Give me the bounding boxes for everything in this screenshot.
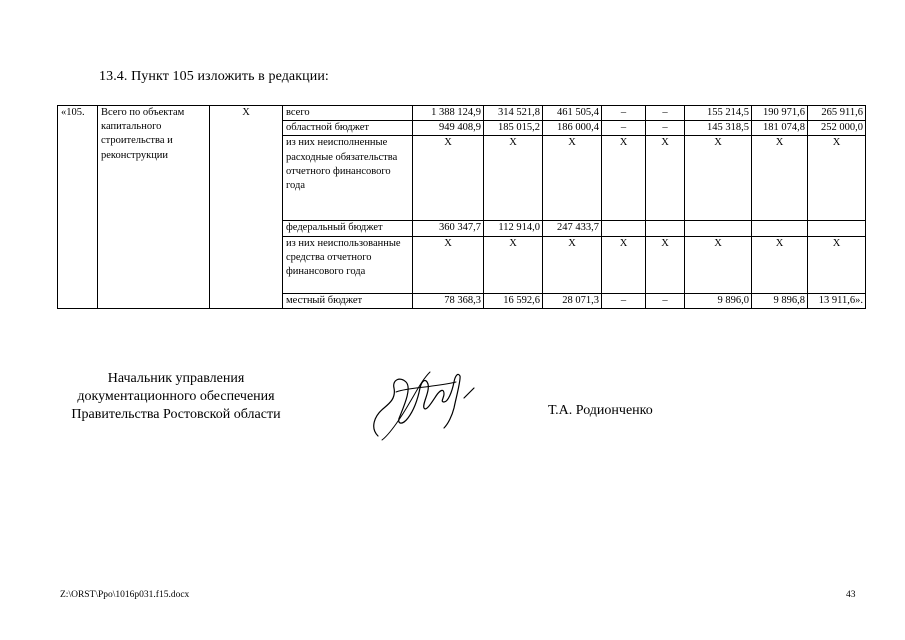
value-cell: Х [685, 136, 752, 221]
signatory-title-line: документационного обеспечения [77, 389, 275, 404]
value-cell: 155 214,5 [685, 106, 752, 121]
row-label: областной бюджет [283, 121, 413, 136]
value-cell: Х [752, 136, 808, 221]
value-cell: 360 347,7 [413, 221, 484, 236]
row-label: из них неиспользованные средства отчетного финансового года [283, 236, 413, 293]
item-number-cell: «105. [58, 106, 98, 309]
value-cell: 181 074,8 [752, 121, 808, 136]
value-cell: Х [602, 136, 646, 221]
value-cell: 247 433,7 [543, 221, 602, 236]
signatory-title [60, 370, 292, 424]
value-cell: 949 408,9 [413, 121, 484, 136]
value-cell: – [646, 106, 685, 121]
value-cell: 28 071,3 [543, 293, 602, 308]
value-cell: 9 896,8 [752, 293, 808, 308]
value-cell: 78 368,3 [413, 293, 484, 308]
value-cell: Х [646, 136, 685, 221]
value-cell: Х [543, 236, 602, 293]
value-cell: 1 388 124,9 [413, 106, 484, 121]
value-cell [602, 221, 646, 236]
row-label: местный бюджет [283, 293, 413, 308]
value-cell [752, 221, 808, 236]
budget-table [57, 105, 866, 309]
value-cell: – [646, 293, 685, 308]
value-cell [685, 221, 752, 236]
value-cell [808, 221, 866, 236]
value-cell: 185 015,2 [484, 121, 543, 136]
value-cell: 461 505,4 [543, 106, 602, 121]
table-row [58, 106, 866, 121]
value-cell: 314 521,8 [484, 106, 543, 121]
signatory-name: Т.А. Родионченко [548, 403, 653, 418]
value-cell: 190 971,6 [752, 106, 808, 121]
value-cell: Х [484, 136, 543, 221]
value-cell: Х [413, 136, 484, 221]
value-cell: 186 000,4 [543, 121, 602, 136]
value-cell: 265 911,6 [808, 106, 866, 121]
row-label: всего [283, 106, 413, 121]
footer-file-path: Z:\ORST\Ppo\1016p031.f15.docx [60, 590, 190, 600]
value-cell: Х [484, 236, 543, 293]
value-cell: Х [685, 236, 752, 293]
row-label: из них неисполненные расходные обязательства отчетного финансового года [283, 136, 413, 221]
value-cell [646, 221, 685, 236]
value-cell: Х [413, 236, 484, 293]
row-label: федеральный бюджет [283, 221, 413, 236]
value-cell: – [602, 293, 646, 308]
value-cell: 112 914,0 [484, 221, 543, 236]
signatory-title-line: Начальник управления [107, 371, 245, 386]
value-cell: – [602, 106, 646, 121]
value-cell: 13 911,6». [808, 293, 866, 308]
signatory-title-line: Правительства Ростовской области [71, 407, 281, 422]
value-cell: – [602, 121, 646, 136]
value-cell: Х [808, 236, 866, 293]
value-cell: 16 592,6 [484, 293, 543, 308]
section-heading: 13.4. Пункт 105 изложить в редакции: [99, 69, 329, 84]
value-cell: – [646, 121, 685, 136]
value-cell: Х [808, 136, 866, 221]
handwritten-signature [360, 358, 490, 448]
value-cell: Х [646, 236, 685, 293]
value-cell: Х [752, 236, 808, 293]
value-cell: Х [543, 136, 602, 221]
object-name-cell: Всего по объектам капитального строительства и реконструкции [98, 106, 210, 309]
value-cell: 252 000,0 [808, 121, 866, 136]
value-cell: 9 896,0 [685, 293, 752, 308]
value-cell: 145 318,5 [685, 121, 752, 136]
page-number: 43 [846, 590, 856, 600]
value-cell: Х [602, 236, 646, 293]
mark-cell: Х [210, 106, 283, 309]
